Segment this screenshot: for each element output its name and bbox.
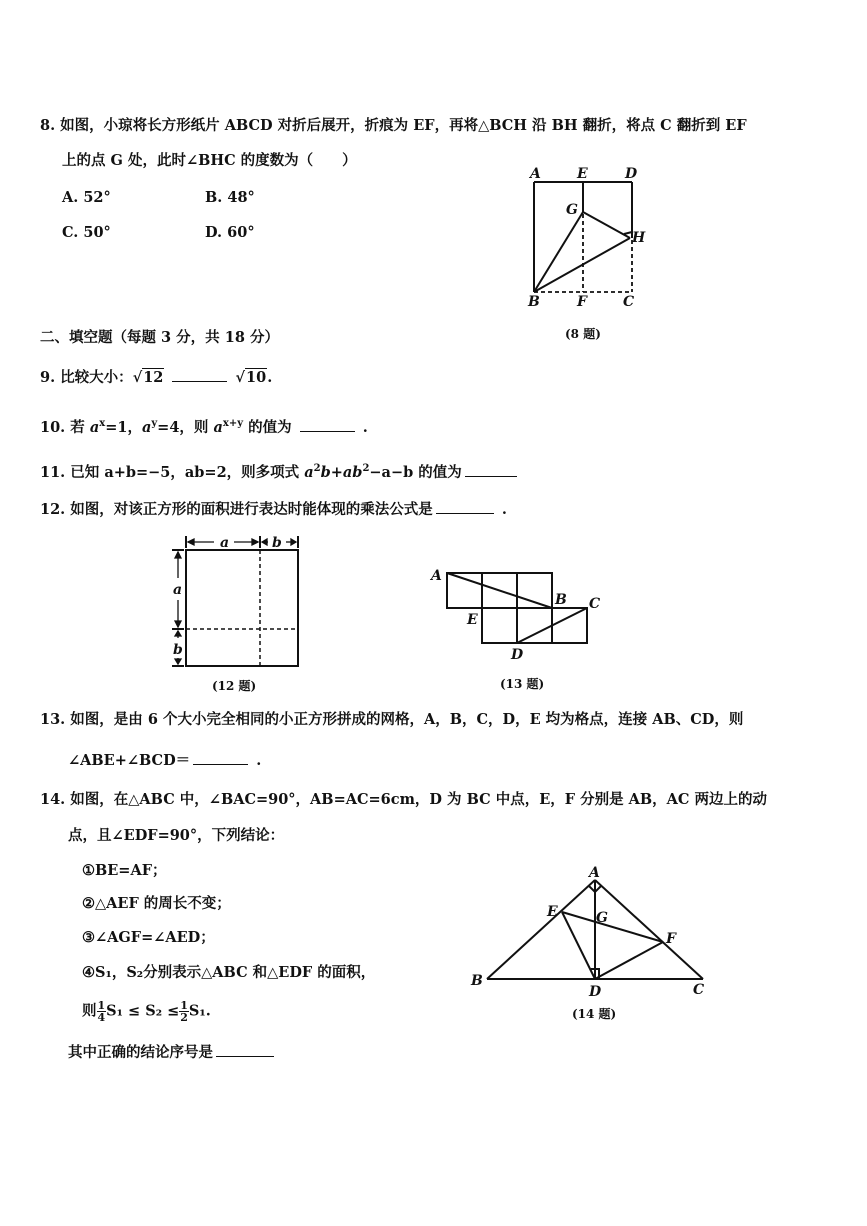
q8-fig-label-g: G	[566, 202, 578, 218]
q8-fig-label-e: E	[577, 166, 588, 182]
q8-fig-label-a: A	[530, 166, 541, 182]
q10	[40, 418, 368, 436]
q10-x: x	[99, 418, 106, 429]
q10-prefix: 10. 若	[40, 418, 90, 436]
q10-y: y	[151, 418, 158, 429]
q10-xy: x+y	[222, 418, 244, 429]
q9-sqrt1: 12	[143, 369, 164, 386]
q14-caption: (14 题)	[572, 1007, 617, 1021]
q9-end: .	[267, 369, 273, 386]
q12-text: 12. 如图，对该正方形的面积进行表达时能体现的乘法公式是	[40, 501, 433, 518]
q13-label-a: A	[431, 568, 442, 584]
q11-poly1: a	[304, 463, 314, 481]
q11-blank	[465, 475, 517, 477]
q8-fig-label-h: H	[632, 230, 646, 246]
q13-end: .	[256, 752, 262, 769]
q14-last	[68, 1045, 277, 1061]
q13-label-d: D	[511, 647, 524, 663]
q14-frac2-num: 1	[180, 999, 188, 1012]
q12-end: .	[501, 501, 507, 518]
q12-caption: (12 题)	[212, 679, 257, 693]
q11-prefix: 11. 已知	[40, 463, 105, 481]
q8-option-b: B. 48°	[205, 189, 255, 206]
q14-conclusion-1: ①BE=AF；	[82, 862, 167, 879]
q10-suffix: 的值为	[243, 418, 292, 436]
q14-label-c: C	[693, 982, 705, 998]
q11-poly2: b+ab	[320, 463, 363, 481]
q13-figure	[425, 560, 610, 665]
q14-frac-quarter	[97, 1000, 107, 1023]
q14-conclusion-5	[82, 1000, 211, 1023]
q14-label-g: G	[596, 910, 608, 926]
q8-caption: (8 题)	[565, 327, 601, 341]
q14-c5-mid2: S₁.	[188, 1002, 211, 1020]
q11	[40, 463, 520, 481]
q14-label-b: B	[471, 973, 483, 989]
q10-a3: a	[213, 418, 223, 436]
q13-line2	[68, 753, 261, 769]
q10-eq2: =4，则	[157, 418, 214, 436]
q10-blank	[300, 430, 355, 432]
q14-label-f: F	[666, 931, 676, 947]
q14-c5-pre: 则	[82, 1002, 97, 1020]
q12-label-a-left: a	[173, 582, 183, 598]
q10-end: .	[362, 418, 368, 436]
q9-blank	[172, 380, 227, 382]
q8-option-d: D. 60°	[205, 224, 255, 241]
q10-a2: a	[141, 418, 152, 436]
q14-frac1-num: 1	[97, 999, 106, 1012]
q14-label-a: A	[589, 865, 600, 881]
q11-exp1: 2	[313, 463, 321, 474]
q12-label-b-top: b	[272, 535, 282, 551]
q8-line1: 8. 如图，小琼将长方形纸片 ABCD 对折后展开，折痕为 EF，再将△BCH 沿 BH 翻折，将点 C 翻折到 EF	[40, 117, 747, 134]
q13-caption: (13 题)	[500, 677, 545, 691]
q9-prefix: 9. 比较大小：	[40, 369, 133, 386]
q13-label-c: C	[589, 596, 601, 612]
q14-line1: 14. 如图，在△ABC 中，∠BAC=90°，AB=AC=6cm，D 为 BC 中点，E，F 分别是 AB，AC 两边上的动	[40, 791, 767, 808]
q14-conclusion-4: ④S₁，S₂分别表示△ABC 和△EDF 的面积，	[82, 964, 376, 981]
q14-blank	[216, 1055, 274, 1057]
q12-label-a-top: a	[220, 535, 230, 551]
q14-last-text: 其中正确的结论序号是	[68, 1044, 213, 1061]
q14-line2: 点，且∠EDF=90°，下列结论：	[68, 827, 285, 844]
q14-label-d: D	[589, 984, 602, 1000]
q12-blank	[436, 512, 494, 514]
q10-a1: a	[89, 418, 100, 436]
q11-cond: a+b=−5，ab=2，则多项式	[104, 463, 305, 481]
q13-label-e: E	[467, 612, 478, 628]
section-title: 二、填空题（每题 3 分，共 18 分）	[40, 329, 279, 346]
q8-figure	[520, 160, 650, 320]
q14-figure	[465, 862, 720, 1002]
q14-conclusion-3: ③∠AGF=∠AED；	[82, 929, 215, 946]
q8-line2: 上的点 G 处，此时∠BHC 的度数为（ ）	[62, 152, 357, 169]
q10-eq1: =1，	[105, 418, 142, 436]
q8-option-c: C. 50°	[62, 224, 111, 241]
q14-conclusion-2: ②△AEF 的周长不变；	[82, 895, 231, 912]
q11-poly3: −a−b 的值为	[369, 463, 462, 481]
q12-figure	[160, 530, 310, 675]
q14-frac-half	[179, 1000, 189, 1023]
q8-fig-label-c: C	[623, 294, 635, 310]
q13-line1: 13. 如图，是由 6 个大小完全相同的小正方形拼成的网格，A，B，C，D，E 均为格点，连接 AB、CD，则	[40, 711, 744, 728]
q9: 9. 比较大小：√12 √10.	[40, 369, 273, 386]
q13-blank	[193, 763, 248, 765]
q9-sqrt2: 10	[246, 369, 267, 386]
q12-label-b-left: b	[173, 642, 183, 658]
q14-label-e: E	[547, 904, 558, 920]
q8-fig-label-d: D	[625, 166, 638, 182]
q13-label-b: B	[555, 592, 567, 608]
q14-frac1-den: 4	[97, 1011, 106, 1024]
q14-c5-mid1: S₁ ≤ S₂ ≤	[106, 1002, 180, 1020]
q14-frac2-den: 2	[180, 1011, 188, 1024]
q11-exp2: 2	[362, 463, 370, 474]
q13-line2-text: ∠ABE+∠BCD＝	[68, 752, 191, 769]
q8-fig-label-f: F	[577, 294, 587, 310]
q12	[40, 502, 507, 518]
q8-fig-label-b: B	[528, 294, 540, 310]
q8-option-a: A. 52°	[62, 189, 111, 206]
